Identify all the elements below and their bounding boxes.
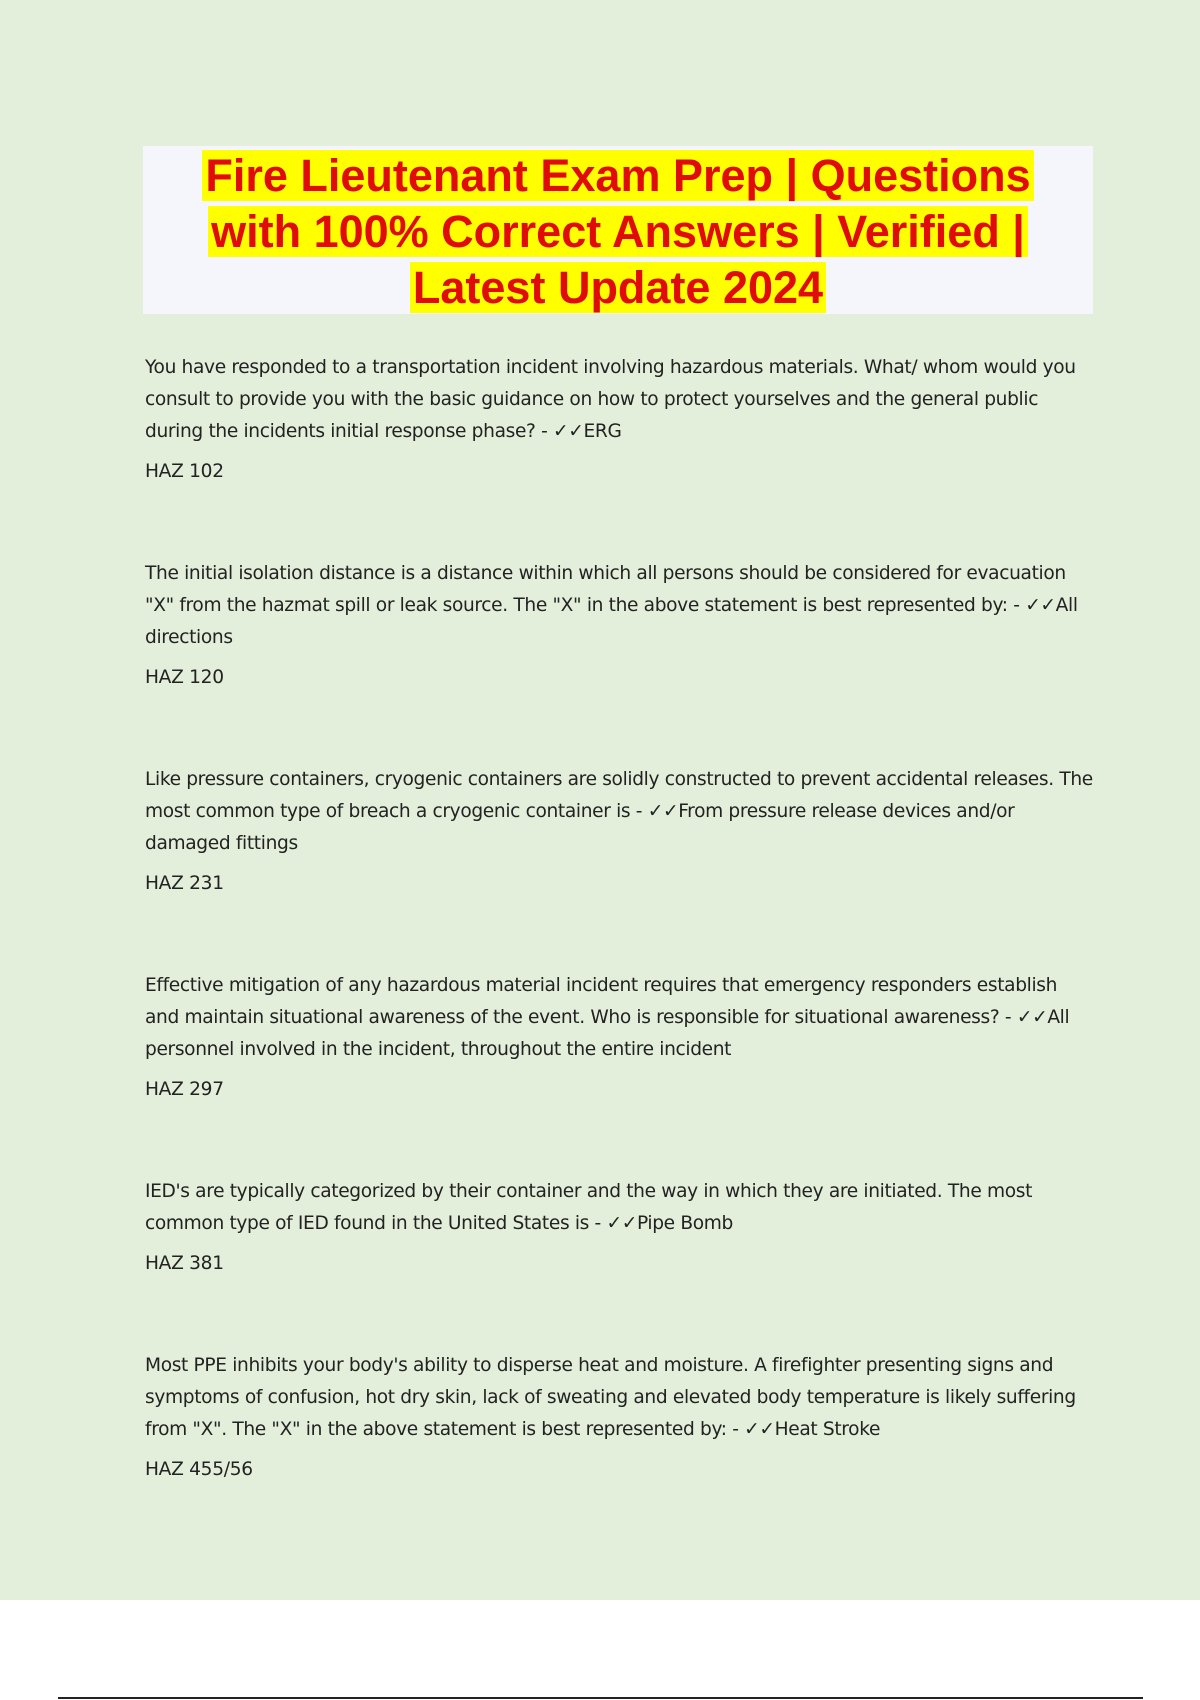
question-prompt: Most PPE inhibits your body's ability to disperse heat and moisture. A firefighter presenting signs and symptoms of confusion, hot dry skin, lack of sweating and elevated body temperature is likely suffering from "X". The "X" in the above statement is best represented by: - <box>145 1355 1076 1440</box>
answer-text: From pressure release devices and/or damaged fittings <box>145 801 1015 854</box>
answer-text: All directions <box>145 595 1078 648</box>
document-title <box>143 146 1093 316</box>
reference-code: HAZ 381 <box>145 1253 224 1274</box>
reference-code: HAZ 102 <box>145 461 224 482</box>
question-prompt: You have responded to a transportation incident involving hazardous materials. What/ whom would you consult to provide you with the basic guidance on how to protect yourselves and the general public during the incidents initial response phase? - <box>145 357 1076 442</box>
double-checkmark-icon: ✓✓ <box>1025 595 1056 616</box>
answer-text: Heat Stroke <box>774 1419 881 1440</box>
double-checkmark-icon: ✓✓ <box>647 801 679 822</box>
title-banner <box>143 146 1093 314</box>
reference-code: HAZ 120 <box>145 667 224 688</box>
double-checkmark-icon: ✓✓ <box>606 1213 637 1234</box>
question-text <box>145 558 1095 654</box>
qa-item <box>145 764 1095 896</box>
question-text <box>145 1176 1095 1240</box>
question-text <box>145 1350 1095 1446</box>
title-line: Fire Lieutenant Exam Prep | Questions <box>202 150 1033 201</box>
double-checkmark-icon: ✓✓ <box>1016 1007 1048 1028</box>
question-list <box>145 352 1095 1556</box>
reference-code: HAZ 455/56 <box>145 1459 253 1480</box>
question-prompt: IED's are typically categorized by their container and the way in which they are initiated. The most common type of IED found in the United States is - <box>145 1181 1033 1234</box>
double-checkmark-icon: ✓✓ <box>553 421 584 442</box>
qa-item <box>145 558 1095 690</box>
qa-item <box>145 1176 1095 1276</box>
reference-code: HAZ 231 <box>145 873 224 894</box>
question-prompt: Effective mitigation of any hazardous material incident requires that emergency responders establish and maintain situational awareness of the event. Who is responsible for situational awareness? - <box>145 975 1058 1028</box>
title-line: with 100% Correct Answers | Verified | <box>208 206 1028 257</box>
answer-text: ERG <box>583 421 622 442</box>
title-line: Latest Update 2024 <box>410 262 826 313</box>
qa-item <box>145 352 1095 484</box>
question-prompt: Like pressure containers, cryogenic containers are solidly constructed to prevent accidental releases. The most common type of breach a cryogenic container is - <box>145 769 1093 822</box>
footer-divider <box>58 1697 1143 1699</box>
reference-code: HAZ 297 <box>145 1079 224 1100</box>
answer-text: Pipe Bomb <box>636 1213 733 1234</box>
answer-text: All personnel involved in the incident, throughout the entire incident <box>145 1007 1070 1060</box>
question-prompt: The initial isolation distance is a distance within which all persons should be considered for evacuation "X" from the hazmat spill or leak source. The "X" in the above statement is best represented by: - <box>145 563 1066 616</box>
question-text <box>145 970 1095 1066</box>
double-checkmark-icon: ✓✓ <box>744 1419 775 1440</box>
qa-item <box>145 1350 1095 1482</box>
question-text <box>145 352 1095 448</box>
question-text <box>145 764 1095 860</box>
qa-item <box>145 970 1095 1102</box>
